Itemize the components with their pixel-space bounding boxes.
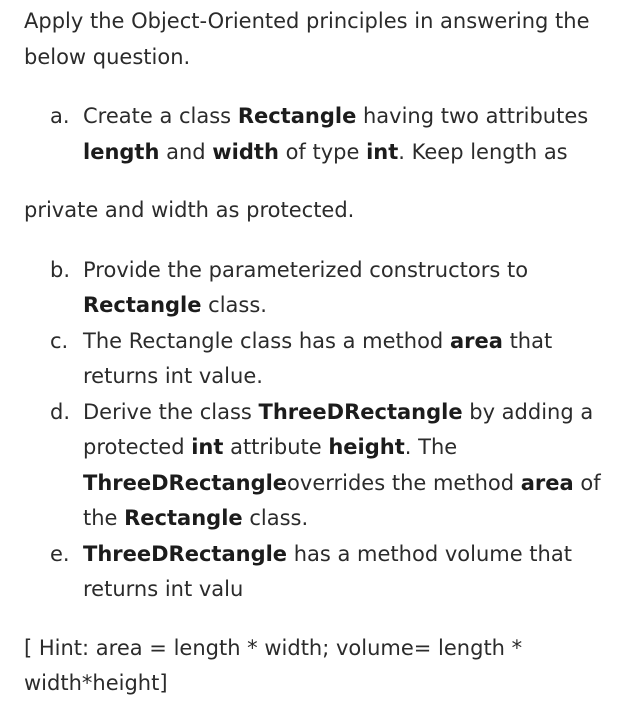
text-run: and (159, 139, 213, 164)
text-run: class. (201, 293, 267, 317)
task-marker: b. (50, 257, 71, 282)
text-run: . The (404, 435, 458, 459)
bold-term: ThreeDRectangle (83, 541, 288, 566)
continuation-paragraph: private and width as protected. (24, 198, 355, 222)
task-list-part-2 (24, 253, 604, 608)
task-marker: c. (50, 328, 69, 353)
text-run: Provide the parameterized constructors to (83, 257, 529, 282)
bold-term: area (520, 470, 574, 495)
text-run: overrides the method (287, 470, 521, 495)
hint-paragraph: [ Hint: area = length * width; volume= length * width*height] (24, 635, 523, 695)
task-text (83, 329, 552, 389)
text-run: Create a class (83, 104, 238, 128)
intro-paragraph: Apply the Object-Oriented principles in answering the below question. (24, 9, 590, 69)
text-run: that returns int value. (83, 328, 553, 388)
text-run: of type (278, 139, 367, 164)
text-run: having two attributes (356, 104, 589, 128)
text-run: by adding a protected (83, 399, 594, 459)
bold-term: width (212, 139, 279, 164)
task-text (83, 542, 572, 602)
bold-term: ThreeDRectangle (258, 399, 463, 424)
task-marker: a. (50, 104, 70, 128)
task-item-a (24, 99, 604, 170)
task-item-b (24, 253, 604, 324)
bold-term: Rectangle (83, 293, 202, 317)
task-item-e (24, 537, 604, 608)
bold-term: Rectangle (124, 506, 243, 530)
text-run: Derive the class (83, 399, 259, 424)
task-marker: e. (50, 541, 70, 566)
task-text (83, 104, 588, 164)
task-text (83, 400, 601, 531)
bold-term: int (366, 139, 399, 164)
bold-term: int (191, 435, 224, 459)
question-document (24, 4, 604, 702)
text-run: of the (83, 470, 601, 530)
bold-term: length (83, 139, 160, 164)
task-text (83, 258, 528, 318)
text-run: class. (242, 506, 309, 530)
task-item-d (24, 395, 604, 537)
text-run: has a method volume that returns int valu (83, 541, 572, 601)
task-marker: d. (50, 399, 71, 424)
text-run: . Keep length as (398, 139, 568, 164)
bold-term: Rectangle (237, 104, 357, 128)
task-list-part-1 (24, 99, 604, 170)
task-item-c (24, 324, 604, 395)
text-run: The Rectangle class has a method (83, 328, 450, 353)
bold-term: ThreeDRectangle (83, 470, 288, 495)
bold-term: area (449, 328, 503, 353)
bold-term: height (328, 435, 405, 459)
text-run: attribute (223, 435, 329, 459)
